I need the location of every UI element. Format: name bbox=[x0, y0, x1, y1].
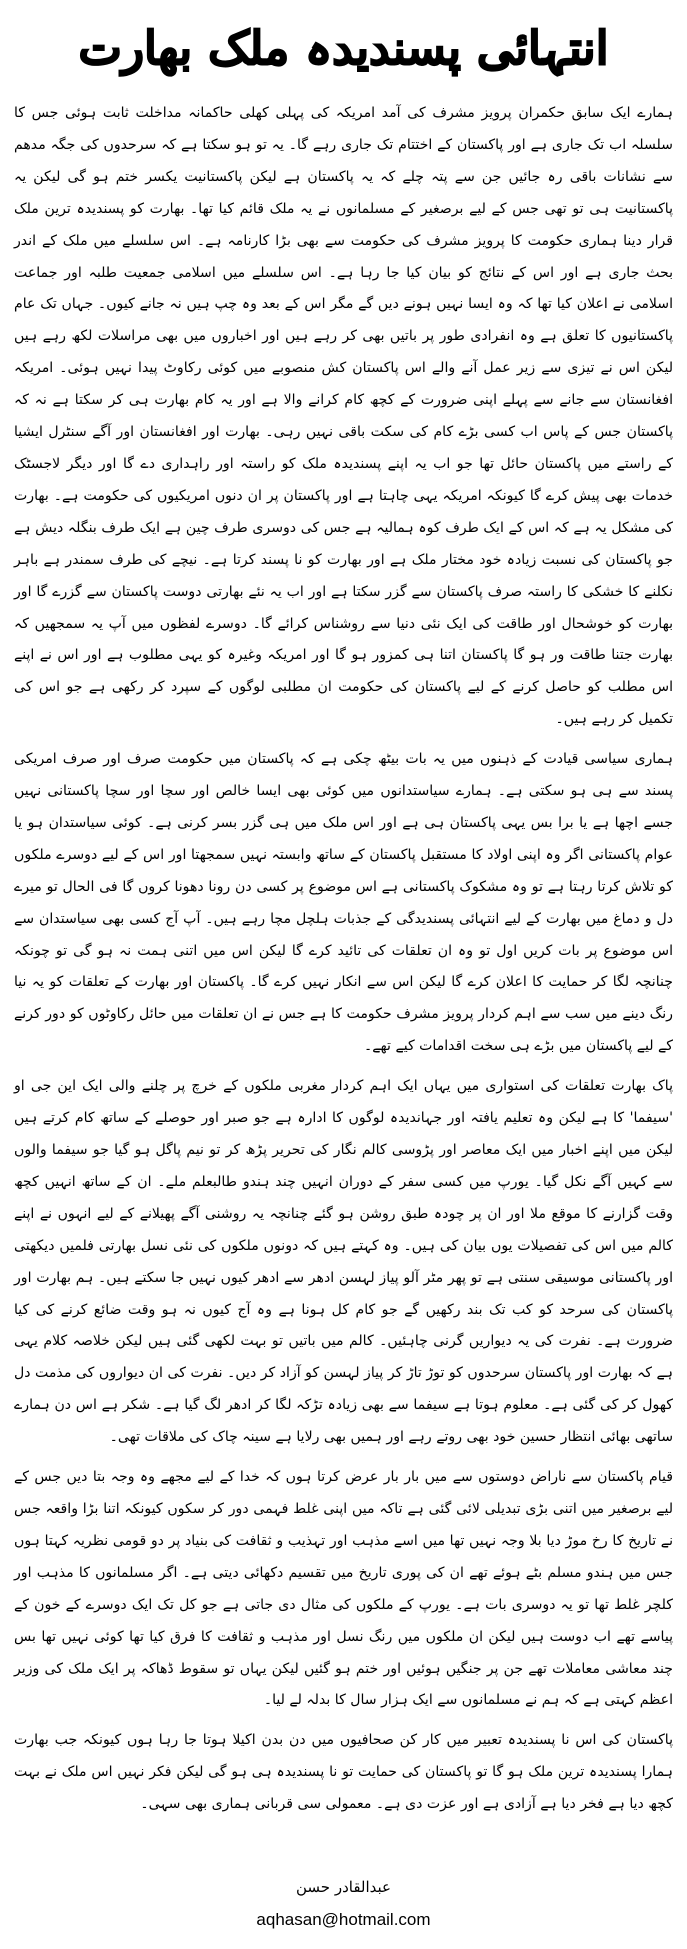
paragraph-4: قیام پاکستان سے ناراض دوستوں سے میں بار بار عرض کرتا ہوں کہ خدا کے لیے مجھے وہ وجہ بتا دیں جس کے لیے برصغیر میں اتنی بڑی تبدیلی لائی گئی ہے تاکہ میں اپنی غلط فہمی دور کر سکوں کیونکہ اتنا بڑا واقعہ جس نے تاریخ کا رخ موڑ دیا بلا وجہ نہیں تھا میں اسے مذہب اور تہذیب و ثقافت کی بنیاد پر دو قومی نظریہ کہتا ہوں جس میں ہندو مسلم بٹے ہوئے تھے ان کی پوری تاریخ میں تقسیم دکھائی دیتی ہے۔ اگر مسلمانوں کا مذہب اور کلچر غلط تھا تو یہ دوسری بات ہے۔ یورپ کے ملکوں کی مثال دی جاتی ہے جو کل تک ایک دوسرے کے خون کے پیاسے تھے اب دوست ہیں لیکن ان ملکوں میں رنگ نسل اور مذہب و ثقافت کا فرق کیا تھا کوئی نہیں تھا بس چند معاشی معاملات تھے جن پر جنگیں ہوئیں اور ختم ہو گئیں لیکن یہاں تو سقوط ڈھاکہ پر ایک ملک کی وزیر اعظم کہتی ہے کہ ہم نے مسلمانوں سے ایک ہزار سال کا بدلہ لے لیا۔ bbox=[14, 1469, 673, 1709]
headline: انتہائی پسندیدہ ملک بھارت bbox=[78, 21, 609, 75]
paragraph-1: ہمارے ایک سابق حکمران پرویز مشرف کی آمد امریکہ کی پہلی کھلی حاکمانہ مداخلت ثابت ہوئی جس کا سلسلہ اب تک جاری ہے اور پاکستان کے اختتام تک جاری رہے گا۔ یہ تو ہو سکتا ہے کہ سرحدوں کی جگہ مدھم سے نشانات باقی رہ جائیں جن سے پتہ چلے کہ یہ پاکستان ہے لیکن پاکستانیت یکسر ختم ہو گی لیکن یہ پاکستانیت ہی تو تھی جس کے لیے برصغیر کے مسلمانوں نے یہ ملک قائم کیا تھا۔ بھارت کو پسندیدہ ترین ملک قرار دینا ہماری حکومت کا پرویز مشرف کی حکومت سے بھی بڑا کارنامہ ہے۔ اس سلسلے میں ملک کے اندر بحث جاری ہے اور اس کے نتائج کو بیان کیا جا رہا ہے۔ اس سلسلے میں اسلامی جمعیت طلبہ اور جماعت اسلامی نے اعلان کیا تھا کہ وہ ایسا نہیں ہونے دیں گے مگر اس کے بعد وہ چپ ہیں نہ جانے کیوں۔ جہاں تک عام پاکستانیوں کا تعلق ہے وہ انفرادی طور پر باتیں بھی کر رہے ہیں اور اخباروں میں بھی مراسلات لکھ رہے ہیں لیکن اس نے تیزی سے زیر عمل آنے والے اس پاکستان کش منصوبے میں کوئی رکاوٹ پیدا نہیں ہوئی۔ امریکہ افغانستان سے جانے سے پہلے اپنی ضرورت کے کچھ کام کرانے والا ہے اور یہ کام بھارت ہی کر سکتا ہے نہ کہ پاکستان جس کے پاس اب کسی بڑے کام کی سکت باقی نہیں رہی۔ بھارت اور افغانستان اور آگے سنٹرل ایشیا کے راستے میں پاکستان حائل تھا جو اب یہ اپنے پسندیدہ ملک کو راستہ اور راہداری دے گا اور دیگر لاجسٹک خدمات بھی پیش کرے گا کیونکہ امریکہ یہی چاہتا ہے اور پاکستان پر ان دنوں امریکیوں کی حکومت ہے۔ بھارت کی مشکل یہ ہے کہ اس کے ایک طرف کوہ ہمالیہ ہے جس کی دوسری طرف چین ہے ایک طرف بنگلہ دیش ہے جو پاکستان کی نسبت زیادہ خود مختار ملک ہے اور بھارت کو نا پسند کرتا ہے۔ نیچے کی طرف سمندر ہے باہر نکلنے کا خشکی کا راستہ صرف پاکستان سے گزر سکتا ہے اور اب یہ نئے بھارتی دوست پاکستان سے گزرے گا اور بھارت کو خوشحال اور طاقت کی ایک نئی دنیا سے روشناس کرائے گا۔ دوسرے لفظوں میں آپ یہ سمجھیں کہ بھارت جتنا طاقت ور ہو گا پاکستان اتنا ہی کمزور ہو گا اور امریکہ وغیرہ کو یہی مطلوب ہے اور اس نے اپنے اس مطلب کو حاصل کرنے کے لیے پاکستان کی حکومت ان مطلبی لوگوں کے سپرد کر رکھی ہے جو اس کی تکمیل کر رہے ہیں۔ bbox=[14, 105, 673, 728]
paragraph-5: پاکستان کی اس نا پسندیدہ تعبیر میں کار کن صحافیوں میں دن بدن اکیلا ہوتا جا رہا ہوں کیونکہ جب بھارت ہمارا پسندیدہ ترین ملک ہو گا تو پاکستان کی حمایت تو نا پسندیدہ ہی ہو گی لیکن فکر نہیں اس ملک نے بہت کچھ دیا ہے فخر دیا ہے آزادی ہے اور عزت دی ہے۔ معمولی سی قربانی ہماری بھی سہی۔ bbox=[14, 1732, 673, 1813]
paragraph-2: ہماری سیاسی قیادت کے ذہنوں میں یہ بات بیٹھ چکی ہے کہ پاکستان میں حکومت صرف اور صرف امریکی پسند سے ہی ہو سکتی ہے۔ ہمارے سیاستدانوں میں کوئی بھی ایسا خالص اور سچا اور سچا پاکستانی نہیں جسے اچھا ہے یا برا بس یہی پاکستان ہی ہے اور اس ملک میں ہی گزر بسر کرنی ہے۔ کوئی سیاستدان ہو یا عوام پاکستانی اگر وہ اپنی اولاد کا مستقبل پاکستان کے ساتھ وابستہ نہیں سمجھتا اور اس کے لیے دوسرے ملکوں کو تلاش کرتا رہتا ہے تو وہ مشکوک پاکستانی ہے اس موضوع پر کسی دن رونا دھونا کروں گا فی الحال تو میرے دل و دماغ میں بھارت کے لیے انتہائی پسندیدگی کے جذبات ہلچل مچا رہے ہیں۔ آپ آج کسی بھی سیاستدان سے اس موضوع پر بات کریں اول تو وہ ان تعلقات کی تائید کرے گا لیکن اس میں اتنی ہمت نہ ہو گی تو چونکہ چنانچہ لگا کر حمایت کا اعلان کرے گا لیکن اس سے انکار نہیں کرے گا۔ پاکستان اور بھارت کے تعلقات کو یہ نیا رنگ دینے میں سب سے اہم کردار پرویز مشرف حکومت کا ہے جس نے ان تعلقات میں حائل رکاوٹوں کو دور کرنے کے لیے پاکستان میں بڑے ہی سخت اقدامات کیے تھے۔ bbox=[14, 751, 673, 1055]
author-byline: عبدالقادر حسن bbox=[295, 1878, 391, 1896]
author-email: aqhasan@hotmail.com bbox=[256, 1910, 431, 1929]
article-body bbox=[14, 98, 673, 1821]
paragraph-3: پاک بھارت تعلقات کی استواری میں یہاں ایک اہم کردار مغربی ملکوں کے خرچ پر چلنے والی ایک این جی او 'سیفما' کا ہے لیکن وہ تعلیم یافتہ اور جہاندیدہ لوگوں کا ادارہ ہے جو صبر اور حوصلے کے ساتھ کام کرتے ہیں لیکن میں اپنے اخبار میں ایک معاصر اور پڑوسی کالم نگار کی تحریر پڑھ کر تو نیم پاگل ہو گیا جو سیفما والوں سے کہیں آگے نکل گیا۔ یورپ میں کسی سفر کے دوران انہیں چند ہندو طالبعلم ملے۔ ان کے ساتھ انہیں کچھ وقت گزارنے کا موقع ملا اور ان پر چودہ طبق روشن ہو گئے چنانچہ یہ روشنی آگے پھیلانے کے لیے انہوں نے اپنے کالم میں اس کی تفصیلات یوں بیان کی ہیں۔ وہ کہتے ہیں کہ دونوں ملکوں کی نئی نسل بھارتی فلمیں دیکھتی اور پاکستانی موسیقی سنتی ہے تو پھر مٹر آلو پیاز لہسن ادھر سے ادھر کیوں نہیں جا سکتے ہیں۔ ہم بھارت اور پاکستان کی سرحد کو کب تک بند رکھیں گے جو کام کل ہونا ہے وہ آج کیوں نہ ہو وقت ضائع کرنے کی کیا ضرورت ہے۔ نفرت کی یہ دیواریں گرنی چاہئیں۔ کالم میں باتیں تو بہت لکھی گئی ہیں لیکن خلاصہ کلام یہی ہے کہ بھارت اور پاکستان سرحدوں کو توڑ تاڑ کر پیاز لہسن کو آزاد کر دیں۔ نفرت کی ان دیواروں کی مذمت دل کھول کر کی گئی ہے۔ معلوم ہوتا ہے سیفما سے بھی زیادہ تڑکہ لگا کر ادھر لگ گیا ہے۔ شکر ہے اس دن ہمارے ساتھی بھائی انتظار حسین خود بھی روتے رہے اور ہمیں بھی رلایا ہے سینہ چاک کی ملاقات تھی۔ bbox=[14, 1078, 673, 1446]
